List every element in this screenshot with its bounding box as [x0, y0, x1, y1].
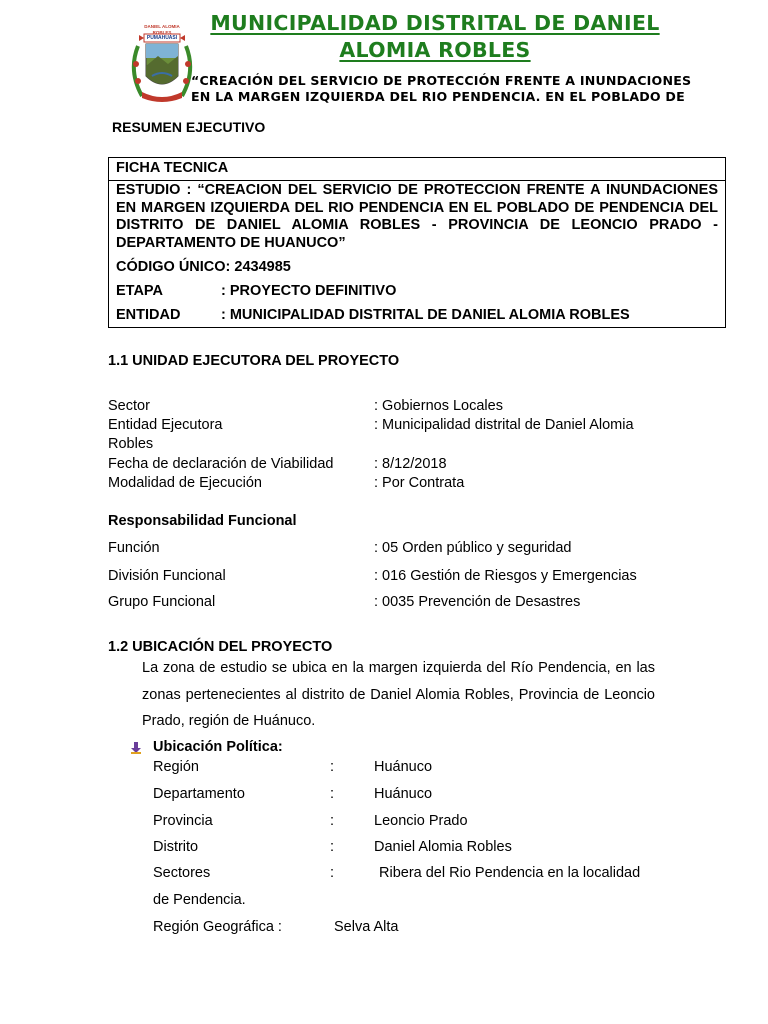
- ubicacion-paragraph: La zona de estudio se ubica en la margen izquierda del Río Pendencia, en las zonas pertenecientes al distrito de Daniel Alomia Robles, Provincia de Leoncio Prado, región de Huánuco.: [142, 660, 655, 729]
- page-title: MUNICIPALIDAD DISTRITAL DE DANIEL ALOMIA ROBLES: [210, 11, 660, 62]
- region-geografica-value: Selva Alta: [334, 919, 399, 935]
- ubicacion-value: Huánuco: [374, 786, 433, 802]
- kv-label: Función: [108, 540, 160, 556]
- subtitle-line-1: “CREACIÓN DEL SERVICIO DE PROTECCIÓN FRENTE A INUNDACIONES: [191, 73, 692, 88]
- entidad-label: ENTIDAD: [116, 307, 181, 323]
- ubicacion-value: Daniel Alomia Robles: [374, 839, 512, 855]
- ficha-tecnica-table: [108, 157, 726, 328]
- kv-value: : 05 Orden público y seguridad: [374, 540, 572, 556]
- subtitle-line-2: EN LA MARGEN IZQUIERDA DEL RIO PENDENCIA. EN EL POBLADO DE: [191, 89, 685, 104]
- ficha-codigo: CÓDIGO ÚNICO: 2434985: [116, 259, 291, 275]
- project-subtitle: [191, 73, 692, 105]
- etapa-label: ETAPA: [116, 283, 163, 299]
- kv-label: Grupo Funcional: [108, 594, 216, 610]
- sectores-continuation: de Pendencia.: [153, 892, 246, 908]
- ubicacion-colon: :: [330, 813, 335, 829]
- kv-value: : 016 Gestión de Riesgos y Emergencias: [374, 568, 637, 584]
- kv-label: Robles: [108, 436, 154, 452]
- ubicacion-label: Departamento: [153, 786, 245, 802]
- kv-value: : 0035 Prevención de Desastres: [374, 594, 581, 610]
- resumen-title: RESUMEN EJECUTIVO: [112, 119, 266, 135]
- logo-banner-text: PUMAHUASI: [146, 35, 178, 41]
- section-1-1-title: 1.1 UNIDAD EJECUTORA DEL PROYECTO: [108, 353, 400, 369]
- kv-value: : Por Contrata: [374, 475, 465, 491]
- ubicacion-colon: :: [330, 786, 335, 802]
- kv-label: Fecha de declaración de Viabilidad: [108, 456, 334, 472]
- ubicacion-value: Leoncio Prado: [374, 813, 468, 829]
- kv-label: Sector: [108, 398, 150, 414]
- ubicacion-value: Ribera del Rio Pendencia en la localidad: [379, 865, 641, 881]
- ubicacion-value: Huánuco: [374, 759, 433, 775]
- ubicacion-politica-title: Ubicación Política:: [153, 739, 283, 755]
- ficha-header: FICHA TECNICA: [109, 158, 725, 181]
- responsabilidad-title: Responsabilidad Funcional: [108, 513, 297, 529]
- region-geografica-label: Región Geográfica :: [153, 919, 282, 935]
- ubicacion-colon: :: [330, 865, 335, 881]
- ficha-entidad: [109, 303, 725, 327]
- logo-top-text: DANIEL ALOMIA ROBLES: [144, 24, 180, 35]
- municipality-logo: [128, 26, 196, 106]
- ubicacion-label: Provincia: [153, 813, 213, 829]
- bullet-arrow-icon: [130, 741, 142, 753]
- kv-value: : 8/12/2018: [374, 456, 447, 472]
- ubicacion-label: Distrito: [153, 839, 199, 855]
- ubicacion-label: Región: [153, 759, 199, 775]
- ubicacion-colon: :: [330, 759, 335, 775]
- kv-label: Modalidad de Ejecución: [108, 475, 262, 491]
- kv-label: División Funcional: [108, 568, 226, 584]
- kv-value: : Municipalidad distrital de Daniel Alomia: [374, 417, 634, 433]
- ubicacion-label: Sectores: [153, 865, 211, 881]
- kv-label: Entidad Ejecutora: [108, 417, 223, 433]
- kv-value: : Gobiernos Locales: [374, 398, 503, 414]
- section-1-2-title: 1.2 UBICACIÓN DEL PROYECTO: [108, 639, 333, 655]
- ubicacion-colon: :: [330, 839, 335, 855]
- etapa-value: : PROYECTO DEFINITIVO: [221, 283, 397, 299]
- entidad-value: : MUNICIPALIDAD DISTRITAL DE DANIEL ALOMIA ROBLES: [221, 307, 630, 323]
- ficha-etapa: [109, 279, 725, 303]
- ficha-estudio: ESTUDIO : “CREACION DEL SERVICIO DE PROTECCION FRENTE A INUNDACIONES EN MARGEN IZQUIERDA DEL RIO PENDENCIA EN EL POBLADO DE PENDENCIA DEL DISTRITO DE DANIEL ALOMIA ROBLES - PROVINCIA DE LEONCIO PRADO - DEPARTAMENTO DE HUANUCO”: [116, 182, 718, 251]
